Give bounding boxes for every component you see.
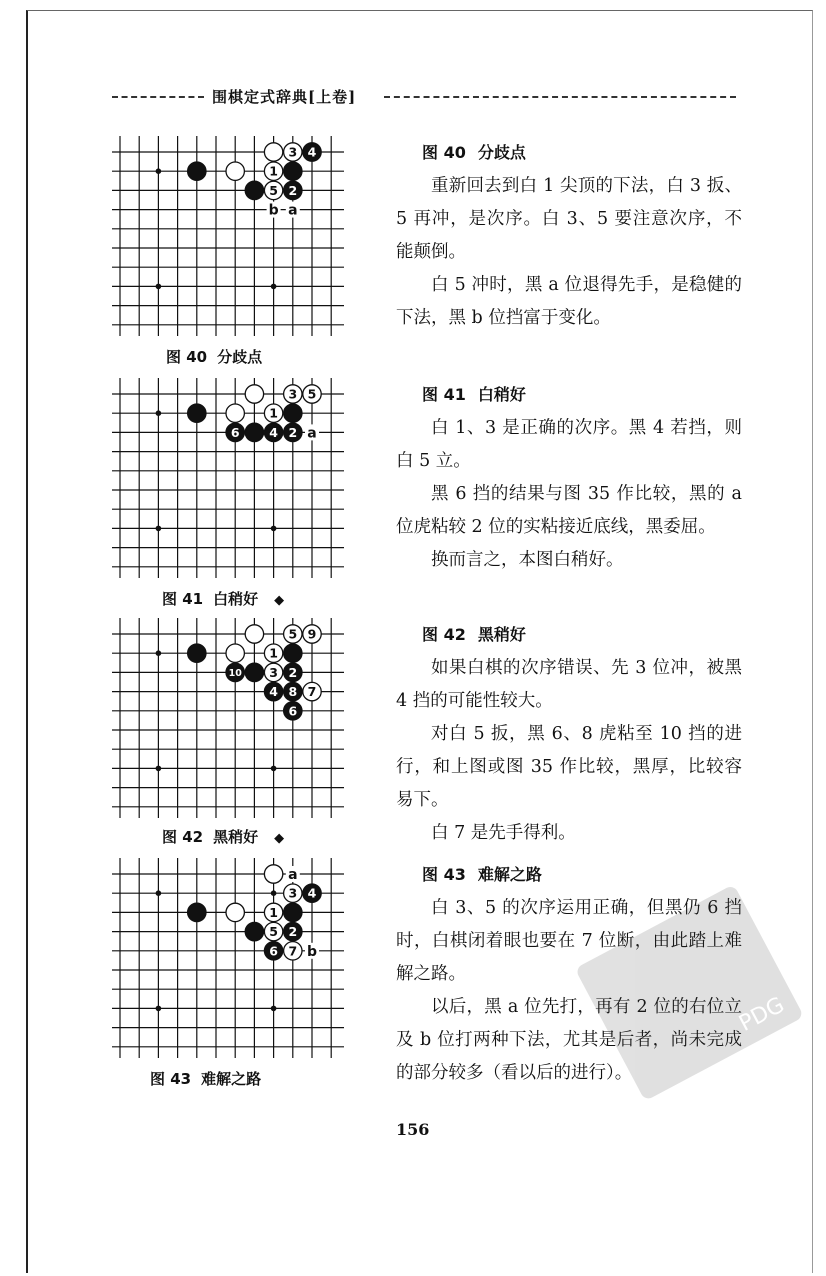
- move-number: 4: [269, 424, 278, 440]
- move-number: 2: [288, 924, 298, 940]
- section-number: 图 41: [422, 385, 466, 404]
- go-diagram-40: [112, 136, 344, 336]
- black-stone: [188, 644, 206, 662]
- star-point: [156, 1006, 162, 1012]
- move-number: 4: [307, 885, 317, 901]
- section-number: 图 43: [422, 865, 466, 884]
- white-stone: [226, 162, 244, 180]
- move-number: 8: [288, 684, 298, 700]
- caption-title: 分歧点: [217, 348, 263, 366]
- caption-number: 图 41: [162, 590, 204, 608]
- move-number: 1: [269, 163, 278, 179]
- paragraph: 换而言之，本图白稍好。: [431, 550, 624, 570]
- move-number: 3: [269, 664, 278, 680]
- move-number: 3: [288, 386, 298, 402]
- header-title: 围棋定式辞典[上卷]: [212, 88, 357, 106]
- star-point: [156, 526, 162, 532]
- watermark-text: PDG: [735, 992, 789, 1037]
- white-stone: [226, 644, 244, 662]
- section-41: [396, 378, 742, 577]
- section-number: 图 42: [422, 625, 466, 644]
- move-number: 1: [269, 904, 278, 920]
- section-40: [396, 136, 742, 335]
- black-stone: [245, 181, 263, 199]
- black-stone: [284, 644, 302, 662]
- move-number: 5: [307, 386, 317, 402]
- paragraph: 黑 6 挡的结果与图 35 作比较，黑的 a 位虎粘较 2 位的实粘接近底线，黑委屈。: [396, 484, 742, 537]
- go-diagram-42: [112, 618, 344, 818]
- watermark-stamp: [560, 880, 810, 1110]
- caption-title: 黑稍好: [213, 828, 259, 846]
- move-number: 5: [269, 924, 278, 940]
- star-point: [271, 766, 277, 772]
- move-number: 7: [307, 684, 317, 700]
- star-point: [156, 766, 162, 772]
- star-point: [156, 168, 162, 174]
- black-stone: [188, 903, 206, 921]
- paragraph: 如果白棋的次序错误、先 3 位冲，被黑 4 挡的可能性较大。: [396, 658, 742, 711]
- move-number: 10: [228, 667, 242, 679]
- star-point: [156, 284, 162, 290]
- star-point: [271, 1006, 277, 1012]
- section-title: 分歧点: [477, 143, 526, 162]
- black-stone: [284, 903, 302, 921]
- black-stone: [245, 663, 263, 681]
- diamond-icon: ◆: [274, 593, 285, 608]
- move-number: 2: [288, 664, 298, 680]
- star-point: [156, 650, 162, 656]
- white-stone: [226, 404, 244, 422]
- caption-number: 图 42: [162, 828, 204, 846]
- move-number: 7: [288, 943, 298, 959]
- caption-40: [166, 346, 262, 367]
- white-stone: [245, 625, 263, 643]
- white-stone: [264, 865, 282, 883]
- black-stone: [245, 922, 263, 940]
- go-diagram-41: [112, 378, 344, 578]
- move-number: 3: [288, 144, 298, 160]
- point-letter: b: [306, 943, 318, 960]
- paragraph: 白 7 是先手得利。: [431, 823, 576, 843]
- white-stone: [226, 903, 244, 921]
- move-number: 5: [269, 182, 278, 198]
- move-number: 6: [230, 424, 240, 440]
- caption-42: [162, 826, 284, 847]
- section-title: 白稍好: [477, 385, 526, 404]
- caption-41: [162, 588, 284, 609]
- go-diagram-43: [112, 858, 344, 1058]
- black-stone: [188, 404, 206, 422]
- move-number: 6: [269, 943, 278, 959]
- star-point: [271, 284, 277, 290]
- point-letter: a: [288, 202, 298, 219]
- white-stone: [245, 385, 263, 403]
- header-rule-right: [384, 96, 736, 98]
- paragraph: 白 1、3 是正确的次序。黑 4 若挡，则白 5 立。: [396, 418, 742, 471]
- star-point: [271, 526, 277, 532]
- star-point: [156, 410, 162, 416]
- move-number: 1: [269, 405, 278, 421]
- section-42: [396, 618, 742, 850]
- move-number: 5: [288, 626, 298, 642]
- point-letter: a: [288, 867, 298, 883]
- white-stone: [264, 143, 282, 161]
- caption-number: 图 43: [150, 1070, 192, 1088]
- section-heading: [422, 136, 742, 169]
- paragraph: 重新回去到白 1 尖顶的下法，白 3 扳、5 再冲，是次序。白 3、5 要注意次序，不能颠倒。: [396, 176, 742, 262]
- star-point: [156, 890, 162, 896]
- black-stone: [245, 423, 263, 441]
- paragraph: 以后，黑 a 位先打，再有 2 位的右位立及 b 位打两种下法，尤其是后者，尚未完成的部分较多（看以后的进行）。: [396, 997, 742, 1083]
- page-number: 156: [396, 1120, 430, 1139]
- move-number: 4: [269, 684, 278, 700]
- section-title: 黑稍好: [477, 625, 526, 644]
- section-title: 难解之路: [477, 865, 542, 884]
- move-number: 2: [288, 424, 298, 440]
- move-number: 1: [269, 645, 278, 661]
- caption-title: 难解之路: [201, 1070, 262, 1088]
- diamond-icon: ◆: [274, 831, 285, 846]
- running-header: [112, 86, 736, 108]
- black-stone: [284, 404, 302, 422]
- move-number: 9: [307, 626, 317, 642]
- point-letter: b: [268, 202, 279, 219]
- caption-43: [150, 1068, 261, 1089]
- black-stone: [284, 162, 302, 180]
- paragraph: 白 5 冲时，黑 a 位退得先手，是稳健的下法，黑 b 位挡富于变化。: [396, 275, 742, 328]
- star-point: [271, 890, 277, 896]
- section-heading: [422, 378, 742, 411]
- section-heading: [422, 618, 742, 651]
- move-number: 3: [288, 885, 298, 901]
- point-letter: a: [307, 425, 317, 442]
- black-stone: [188, 162, 206, 180]
- caption-number: 图 40: [166, 348, 208, 366]
- move-number: 2: [288, 182, 298, 198]
- paragraph: 对白 5 扳，黑 6、8 虎粘至 10 挡的进行，和上图或图 35 作比较，黑厚，比较容易下。: [396, 724, 742, 810]
- caption-title: 白稍好: [213, 590, 259, 608]
- header-rule-left: [112, 96, 204, 98]
- move-number: 4: [307, 144, 317, 160]
- paragraph: 白 3、5 的次序运用正确，但黑仍 6 挡时，白棋闭着眼也要在 7 位断，由此踏上难解之路。: [396, 898, 742, 984]
- move-number: 6: [288, 703, 298, 719]
- section-number: 图 40: [422, 143, 466, 162]
